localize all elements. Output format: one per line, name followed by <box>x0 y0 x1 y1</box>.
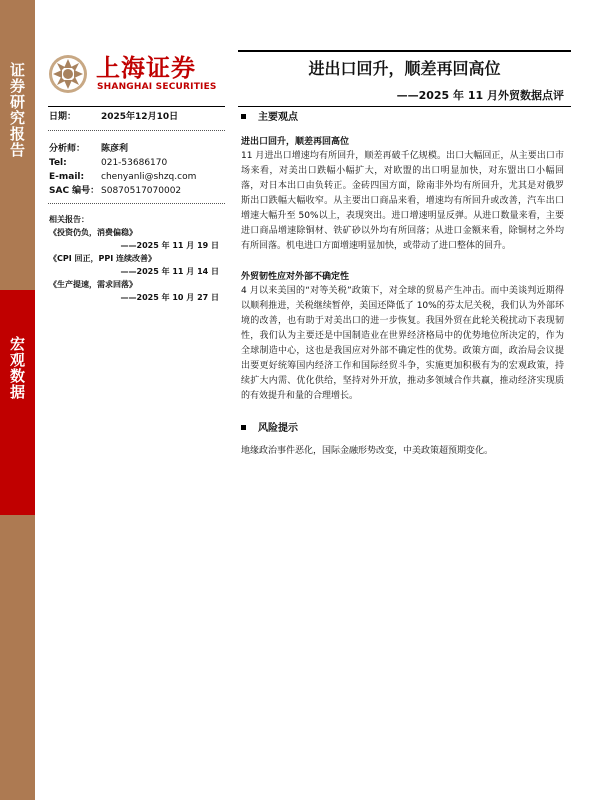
section-heading-text: 风险提示 <box>258 423 298 434</box>
sidebar-section-band <box>0 290 35 515</box>
analyst-name-label: 分析师： <box>49 144 86 154</box>
point-title: 外贸韧性应对外部不确定性 <box>241 272 350 282</box>
section-heading-risk <box>241 422 298 436</box>
sidebar-report-type-label: 证券研究报告 <box>9 61 25 159</box>
divider <box>48 203 225 204</box>
date-label: 日期： <box>49 112 77 122</box>
left-column-rule <box>48 106 225 107</box>
title-top-rule <box>238 50 571 52</box>
analyst-name: 陈彦利 <box>101 144 129 154</box>
related-report-title: 《CPI 回正，PPI 连续改善》 <box>49 254 156 263</box>
divider <box>48 130 225 131</box>
email-link[interactable]: chenyanli@shzq.com <box>101 172 197 182</box>
brand-logo <box>48 54 248 94</box>
related-report-date: ——2025 年 10 月 27 日 <box>120 293 219 302</box>
related-report-date: ——2025 年 11 月 19 日 <box>120 241 219 250</box>
point-title: 进出口回升，顺差再回高位 <box>241 137 350 147</box>
report-title: 进出口回升，顺差再回高位 <box>308 59 501 78</box>
related-report-title: 《投资仍负，消费偏稳》 <box>49 228 137 237</box>
brand-logo-icon <box>48 54 88 94</box>
related-report-title: 《生产提速，需求回落》 <box>49 280 137 289</box>
brand-name-cn: 上海证券 <box>96 54 196 82</box>
sac-value: S0870517070002 <box>101 186 182 196</box>
tel-value: 021-53686170 <box>101 158 168 168</box>
tel-label: Tel: <box>49 158 67 168</box>
section-heading-main-points <box>241 111 298 125</box>
related-report-item[interactable] <box>49 252 219 278</box>
right-column-rule <box>238 106 571 107</box>
related-reports-heading: 相关报告： <box>49 215 89 224</box>
email-label: E-mail: <box>49 172 85 182</box>
related-report-item[interactable] <box>49 278 219 304</box>
analyst-block <box>49 142 196 198</box>
risk-body: 地缘政治事件恶化，国际金融形势改变，中美政策超预期变化。 <box>241 446 494 456</box>
date-value: 2025年12月10日 <box>101 112 179 122</box>
section-heading-text: 主要观点 <box>258 112 298 123</box>
brand-name-en: SHANGHAI SECURITIES <box>97 82 217 92</box>
point-body: 11 月进出口增速均有所回升，顺差再破千亿规模。出口大幅回正，从主要出口市场来看，对美出口跌幅小幅扩大，对欧盟的出口明显加快，对东盟出口小幅回落，对日本出口由负转正。金砖四国方面，除南非外均有所回升，尤其是对俄罗斯出口跌幅大幅收窄。从主要出口商品来看，增速均有所回升或改善，汽车出口增速大幅升至 50%以上，表现突出。进口增速明显反弹。从进口数量来看，主要进口商品增速除铜材、铁矿砂以外均有所回落；从进口金额来看，除铜材之外均有所回落。机电进口方面增速明显加快，或带动了进口整体的回升。 <box>241 151 564 251</box>
point-body: 4 月以来美国的“对等关税”政策下，对全球的贸易产生冲击。而中美谈判近期得以顺利推进，关税继续暂停，美国还降低了 10%的芬太尼关税，我们认为外部环境的改善，也有助于对美出口的进一步恢复。我国外贸在此轮关税扰动下表现韧性，我们认为主要还是中国制造业在世界经济格局中的优势地位所决定的，作为全球制造中心，这也是我国应对外部不确定性的优势。政策方面，政治局会议提出要更好统筹国内经济工作和国际经贸斗争，实施更加积极有为的宏观政策，持续扩大内需、优化供给，坚持对外开放，推动多领域合作共赢，推动经济实现质的有效提升和量的合理增长。 <box>241 286 564 401</box>
related-reports <box>49 213 219 304</box>
related-report-date: ——2025 年 11 月 14 日 <box>120 267 219 276</box>
report-subtitle: ——2025 年 11 月外贸数据点评 <box>396 89 564 102</box>
report-date <box>49 112 178 123</box>
sac-label: SAC 编号： <box>49 186 100 196</box>
square-bullet-icon <box>241 114 246 119</box>
related-report-item[interactable] <box>49 226 219 252</box>
sidebar-section-label: 宏观数据 <box>9 335 25 401</box>
square-bullet-icon <box>241 425 246 430</box>
